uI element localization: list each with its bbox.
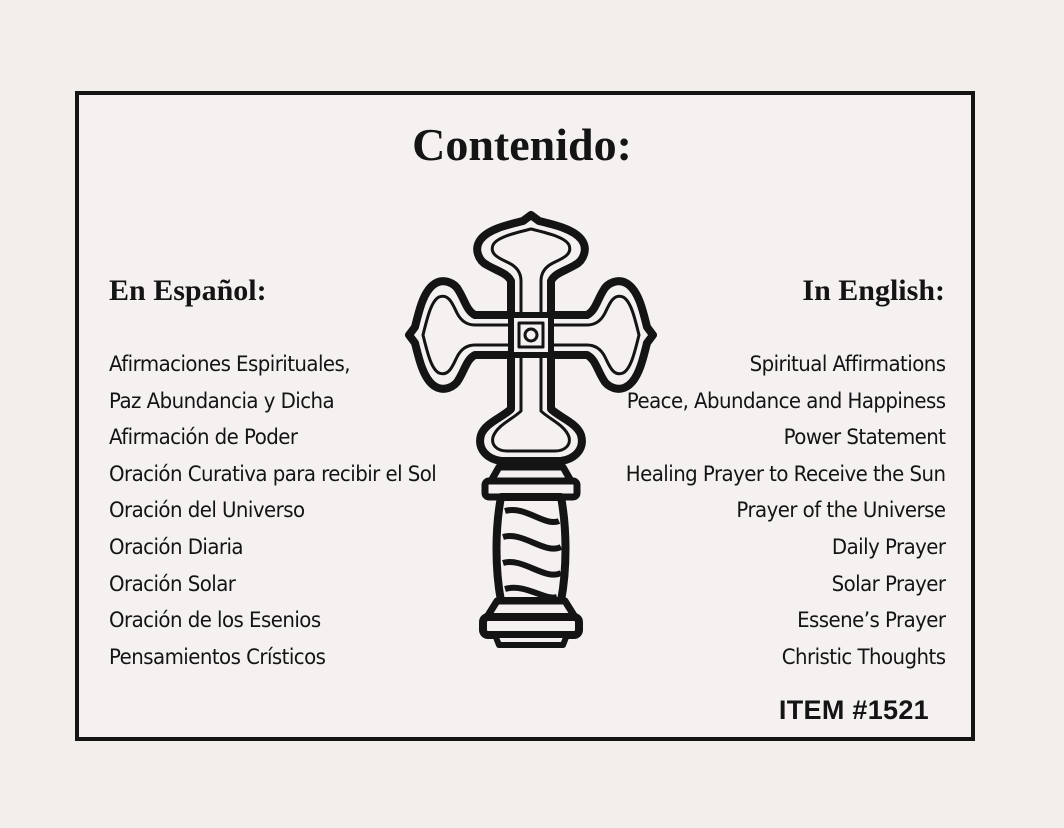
list-item: Oración Diaria [109,534,243,560]
ornate-cross-icon [405,209,657,651]
list-item: Power Statement [783,425,945,451]
english-heading: In English: [802,274,945,307]
list-item: Oración Solar [109,571,236,597]
english-contents-list [625,347,945,676]
list-item: Daily Prayer [831,534,945,560]
list-item: Oración del Universo [109,498,305,524]
list-item: Oración de los Esenios [109,608,321,634]
list-item: Solar Prayer [831,571,945,597]
list-item: Prayer of the Universe [735,498,945,524]
list-item: Afirmaciones Espirituales, [109,352,351,377]
list-item: Essene’s Prayer [796,608,945,634]
list-item: Afirmación de Poder [109,425,298,451]
list-item: Oración Curativa para recibir el Sol [109,461,437,487]
contents-card [75,91,975,741]
spanish-heading: En Español: [109,274,267,307]
list-item: Paz Abundancia y Dicha [109,388,335,414]
spanish-contents-list [109,347,436,676]
item-number: ITEM #1521 [778,695,929,725]
list-item: Spiritual Affirmations [749,352,945,377]
list-item: Peace, Abundance and Happiness [626,388,945,414]
list-item: Pensamientos Crísticos [109,644,326,670]
list-item: Christic Thoughts [781,644,945,670]
list-item: Healing Prayer to Receive the Sun [625,461,945,487]
page-title: Contenido: [412,119,632,170]
